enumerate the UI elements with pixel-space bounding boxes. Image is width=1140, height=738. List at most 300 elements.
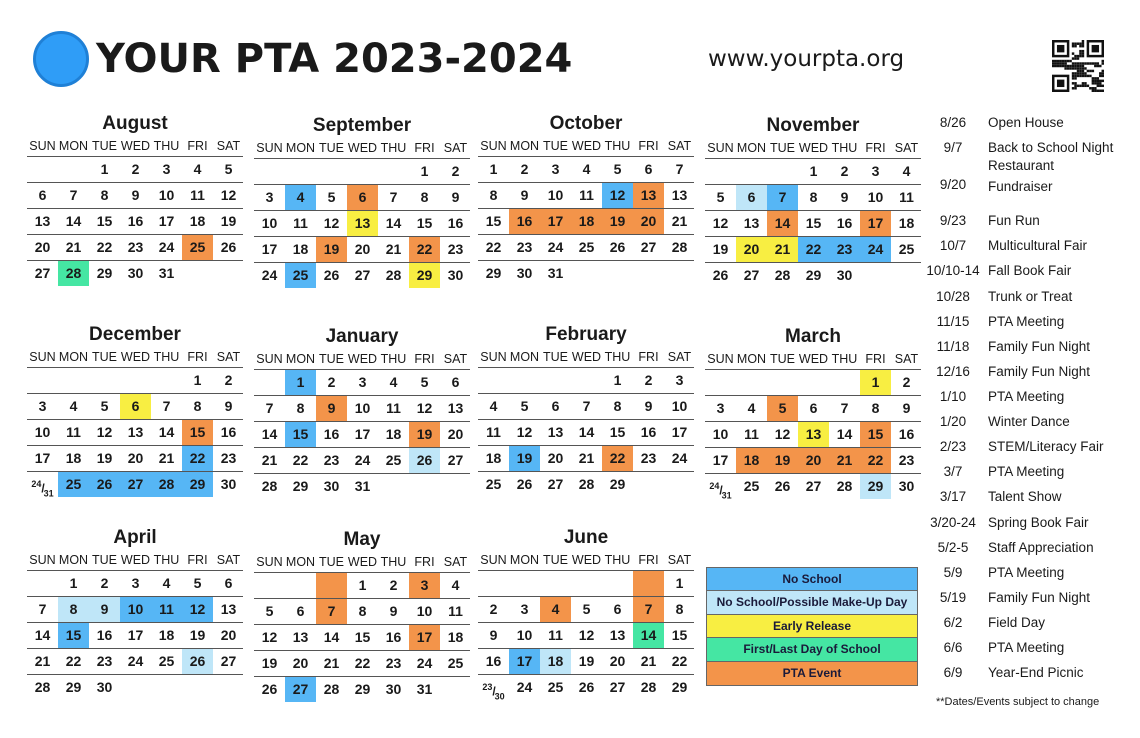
week-row [478,622,694,648]
calendar-day: 17 [34,450,51,466]
event-date: 10/28 [936,289,970,304]
week-row [254,421,470,447]
weekday-label: SUN [480,350,507,364]
event-date: 5/19 [939,590,967,605]
weekday-label: SAT [216,139,241,153]
calendar-day: 7 [316,599,347,624]
calendar-day [664,472,695,497]
legend [706,567,918,686]
calendar-day: 3 [871,163,880,179]
week-row [705,210,921,236]
calendar-day: 28 [836,478,853,494]
event-name: Year-End Picnic [988,665,1084,680]
calendar-day: 27 [547,476,564,492]
calendar-day: 7 [265,400,274,416]
calendar-day: 2 [840,163,849,179]
calendar-day: 4 [389,374,398,390]
month-name: May [343,529,381,550]
legend-item: No School [707,568,917,591]
week-row [254,369,470,395]
calendar-day [602,261,633,286]
calendar-day: 12 [261,629,278,645]
calendar-day: 20 [547,450,564,466]
calendar-day: 18 [540,649,571,674]
calendar-day: 1 [285,370,316,395]
calendar-day: 20 [220,627,237,643]
calendar-day: 8 [100,187,109,203]
calendar-day: 13 [743,215,760,231]
calendar-day: 3 [38,398,47,414]
calendar-day: 5 [613,161,622,177]
calendar-day: 29 [96,265,113,281]
calendar-day: 16 [96,627,113,643]
website-link[interactable]: www.yourpta.org [708,46,905,72]
calendar-day: 1 [358,577,367,593]
logo-circle [33,31,89,87]
calendar-day: 5 [100,398,109,414]
week-row [254,395,470,421]
calendar-day: 3 [265,189,274,205]
week-row [254,184,470,210]
event-date: 8/26 [939,115,967,130]
event-name: Family Fun Night [988,590,1091,605]
calendar-day: 3 [131,575,140,591]
weekday-label: SAT [216,350,241,364]
event-date: 2/23 [939,439,967,454]
weekday-label: MON [285,352,316,366]
weekday-label: WED [120,350,151,364]
calendar-day: 12 [712,215,729,231]
calendar-day: 1 [613,372,622,388]
event-date: 3/20-24 [930,515,976,530]
calendar-day: 12 [220,187,237,203]
calendar-day [509,368,540,393]
calendar-day: 9 [644,398,653,414]
weekday-label: FRI [414,555,435,569]
calendar-day: 4 [285,185,316,210]
calendar-day: 24 [516,679,533,695]
calendar-day: 13 [547,424,564,440]
calendar-day: 10 [547,187,564,203]
calendar-day: 12 [578,627,595,643]
calendar-day [316,159,347,184]
week-row [27,260,243,286]
event-date: 1/20 [939,414,967,429]
week-row [478,393,694,419]
weekday-label: TUE [319,141,344,155]
calendar-day: 12 [516,424,533,440]
calendar-day: 22 [354,655,371,671]
weekday-label: WED [798,352,829,366]
calendar-day [633,261,664,286]
calendar-day: 2 [131,161,140,177]
calendar-day: 9 [224,398,233,414]
calendar-day: 10 [516,627,533,643]
calendar-day: 8 [809,189,818,205]
calendar-day: 9 [840,189,849,205]
event-name: PTA Meeting [988,640,1065,655]
calendar-day [27,157,58,182]
weekday-label: SAT [667,350,692,364]
calendar-day: 28 [671,239,688,255]
calendar-day: 26 [89,472,120,497]
event-name: Family Fun Night [988,364,1091,379]
calendar-day: 1 [193,372,202,388]
calendar-day: 22 [602,446,633,471]
calendar-day: 27 [609,679,626,695]
calendar-day [736,159,767,184]
calendar-day: 10 [261,215,278,231]
calendar-day: 15 [182,420,213,445]
calendar-day: 8 [675,601,684,617]
calendar-day: 18 [158,627,175,643]
calendar-day: 27 [285,677,316,702]
event-name: Fall Book Fair [988,263,1072,278]
month-june [478,526,694,716]
week-row [705,236,921,262]
calendar-day: 29 [485,265,502,281]
calendar-day [347,159,378,184]
calendar-day: 4 [193,161,202,177]
event-date: 1/10 [939,389,967,404]
calendar-day: 21 [671,213,688,229]
calendar-day: 17 [127,627,144,643]
calendar-day [285,159,316,184]
calendar-day: 19 [220,213,237,229]
event-name: Multicultural Fair [988,238,1088,253]
calendar-day: 1 [860,370,891,395]
week-row [254,572,470,598]
calendar-day [860,263,891,288]
calendar-day: 27 [447,452,464,468]
calendar-day: 20 [292,655,309,671]
event-name: Trunk or Treat [988,289,1073,304]
calendar-day: 15 [96,213,113,229]
calendar-day: 31 [354,478,371,494]
calendar-day: 16 [447,215,464,231]
week-row [27,674,243,700]
event-date: 12/16 [936,364,970,379]
weekday-label: THU [831,141,858,155]
weekday-label: WED [120,553,151,567]
weekday-label: TUE [543,139,568,153]
calendar-day: 22 [182,446,213,471]
calendar-day: 18 [189,213,206,229]
calendar-day [58,157,89,182]
calendar-day: 2 [100,575,109,591]
month-name: August [102,113,168,134]
weekday-label: MON [58,553,89,567]
week-row [27,596,243,622]
calendar-day: 9 [316,396,347,421]
calendar-day: 19 [261,655,278,671]
calendar-day: 15 [285,422,316,447]
calendar-day: 28 [261,478,278,494]
calendar-day: 10 [712,426,729,442]
event-name: Restaurant Fundraiser [988,158,1055,194]
calendar-day: 15 [671,627,688,643]
calendar-day: 23 [898,452,915,468]
calendar-day: 21 [829,448,860,473]
week-row [705,473,921,499]
calendar-day: 19 [189,627,206,643]
calendar-day: 26 [609,239,626,255]
calendar-day: 2 [327,374,336,390]
legend-item: PTA Event [707,662,917,685]
month-name: November [766,115,860,136]
calendar-day: 15 [805,215,822,231]
event-name: Field Day [988,615,1046,630]
calendar-day: 30 [220,476,237,492]
calendar-day [285,573,316,598]
month-name: February [545,324,627,345]
calendar-day: 2 [902,374,911,390]
calendar-day: 4 [451,577,460,593]
month-august [27,112,243,302]
week-row [254,447,470,473]
calendar-day: 26 [409,448,440,473]
calendar-day: 26 [578,679,595,695]
calendar-day [378,474,409,499]
event-name: PTA Meeting [988,314,1065,329]
event-date: 9/20 [939,177,967,192]
week-row [478,648,694,674]
calendar-day: 19 [509,446,540,471]
calendar-day: 31 [547,265,564,281]
calendar-day: 16 [220,424,237,440]
month-name: December [89,324,181,345]
week-row [254,598,470,624]
weekday-label: SUN [29,139,56,153]
weekday-label: SUN [480,139,507,153]
calendar-day: 27 [743,267,760,283]
calendar-day: 22 [671,653,688,669]
calendar-day: 9 [902,400,911,416]
calendar-day: 27 [354,267,371,283]
weekday-label: FRI [187,350,208,364]
calendar-day: 14 [158,424,175,440]
calendar-day: 30 [96,679,113,695]
week-row [478,208,694,234]
calendar-day: 8 [193,398,202,414]
event-name: Spring Book Fair [988,515,1089,530]
calendar-day: 1 [69,575,78,591]
calendar-day: 28 [640,679,657,695]
calendar-day: 29 [671,679,688,695]
calendar-day: 13 [292,629,309,645]
calendar-day: 23 [323,452,340,468]
weekday-label: MON [509,350,540,364]
weekday-label: THU [604,139,631,153]
calendar-day: 11 [66,424,81,440]
calendar-day [254,573,285,598]
weekday-label: SAT [894,141,919,155]
calendar-day: 9 [489,627,498,643]
calendar-day: 2 [489,601,498,617]
calendar-day: 7 [38,601,47,617]
month-november [705,112,921,302]
calendar-day: 28 [323,681,340,697]
calendar-day: 30 [323,478,340,494]
calendar-day: 24 [671,450,688,466]
calendar-day: 14 [836,426,853,442]
calendar-day: 13 [633,183,664,208]
weekday-label: SUN [256,352,283,366]
calendar-day [798,370,829,395]
weekday-label: TUE [92,553,117,567]
event-date: 5/9 [943,565,963,580]
calendar-day: 21 [578,450,595,466]
calendar-day: 20 [127,450,144,466]
week-row [478,182,694,208]
calendar-day: 7 [582,398,591,414]
calendar-day: 17 [509,649,540,674]
weekday-label: FRI [638,350,659,364]
month-name: April [113,527,157,548]
calendar-day: 12 [323,215,340,231]
calendar-day: 7 [633,597,664,622]
calendar-day: 13 [609,627,626,643]
calendar-day: 11 [486,424,501,440]
calendar-day: 25 [743,478,760,494]
weekday-label: WED [798,141,829,155]
calendar-day: 26 [182,649,213,674]
calendar-day: 4 [747,400,756,416]
calendar-day: 15 [58,623,89,648]
weekday-label: SUN [480,553,507,567]
calendar-day [767,159,798,184]
calendar-day: 1 [809,163,818,179]
calendar-day [89,368,120,393]
calendar-day: 28 [151,472,182,497]
calendar-day: 18 [292,241,309,257]
calendar-day: 13 [347,211,378,236]
calendar-day [571,571,602,596]
week-row [478,445,694,471]
calendar-day: 28 [34,679,51,695]
calendar-day [571,368,602,393]
calendar-day: 10 [120,597,151,622]
calendar-day: 20 [34,239,51,255]
calendar-day [664,261,695,286]
weekday-label: SAT [667,139,692,153]
week-row [27,445,243,471]
calendar-day: 27 [805,478,822,494]
weekday-label: MON [58,350,89,364]
calendar-day: 19 [409,422,440,447]
calendar-day [27,368,58,393]
weekday-label: WED [571,139,602,153]
calendar-day: 17 [860,211,891,236]
week-row [27,182,243,208]
calendar-day [571,261,602,286]
calendar-day: 28 [385,267,402,283]
calendar-day: 6 [451,374,460,390]
calendar-day: 3 [716,400,725,416]
calendar-day: 21 [640,653,657,669]
calendar-day [120,368,151,393]
event-date: 10/10-14 [926,263,980,278]
calendar-day: 1 [420,163,429,179]
weekday-label: SAT [216,553,241,567]
calendar-day [27,571,58,596]
week-row [27,393,243,419]
calendar-day: 2 [224,372,233,388]
calendar-day: 7 [162,398,171,414]
weekday-label: MON [509,553,540,567]
calendar-day: 29 [409,263,440,288]
calendar-day: 30 [898,478,915,494]
calendar-day [891,263,922,288]
weekday-label: TUE [92,350,117,364]
weekday-label: MON [285,141,316,155]
month-name: September [312,115,412,136]
calendar-day: 22 [798,237,829,262]
calendar-day: 13 [127,424,144,440]
weekday-label: THU [604,553,631,567]
calendar-day [182,261,213,286]
calendar-day: 27 [640,239,657,255]
weekday-label: SAT [443,555,468,569]
calendar-day: 4 [162,575,171,591]
week-row [254,650,470,676]
weekday-label: WED [347,141,378,155]
event-date: 11/18 [936,339,970,354]
calendar-day: 6 [644,161,653,177]
calendar-day: 4 [540,597,571,622]
calendar-day [736,370,767,395]
calendar-day: 24 [354,452,371,468]
week-row [27,471,243,497]
calendar-day: 14 [261,426,278,442]
calendar-day: 19 [602,209,633,234]
weekday-label: TUE [770,352,795,366]
calendar-day: 24 [127,653,144,669]
weekday-label: FRI [865,141,886,155]
calendar-day: 30 [836,267,853,283]
event-name: STEM/Literacy Fair [988,439,1104,454]
calendar-day: 11 [190,187,205,203]
calendar-day: 29 [805,267,822,283]
weekday-label: THU [831,352,858,366]
event-name: PTA Meeting [988,464,1065,479]
calendar-day: 25 [158,653,175,669]
month-name: October [549,113,623,134]
calendar-day: 27 [220,653,237,669]
calendar-day: 19 [316,237,347,262]
event-date: 3/7 [943,464,963,479]
calendar-day: 8 [358,603,367,619]
calendar-day: 5 [716,189,725,205]
weekday-label: MON [736,141,767,155]
calendar-day: 26 [712,267,729,283]
calendar-day: 18 [485,450,502,466]
calendar-day [705,159,736,184]
calendar-day: 24 [416,655,433,671]
calendar-day: 8 [296,400,305,416]
calendar-day [120,675,151,700]
calendar-day: 6 [224,575,233,591]
calendar-day: 21 [261,452,278,468]
weekday-label: SUN [707,141,734,155]
week-row [27,234,243,260]
event-date: 3/17 [939,489,967,504]
calendar-day: 29 [182,472,213,497]
calendar-day: 5 [265,603,274,619]
calendar-day: 15 [354,629,371,645]
month-name: March [785,326,841,347]
calendar-day: 16 [898,426,915,442]
